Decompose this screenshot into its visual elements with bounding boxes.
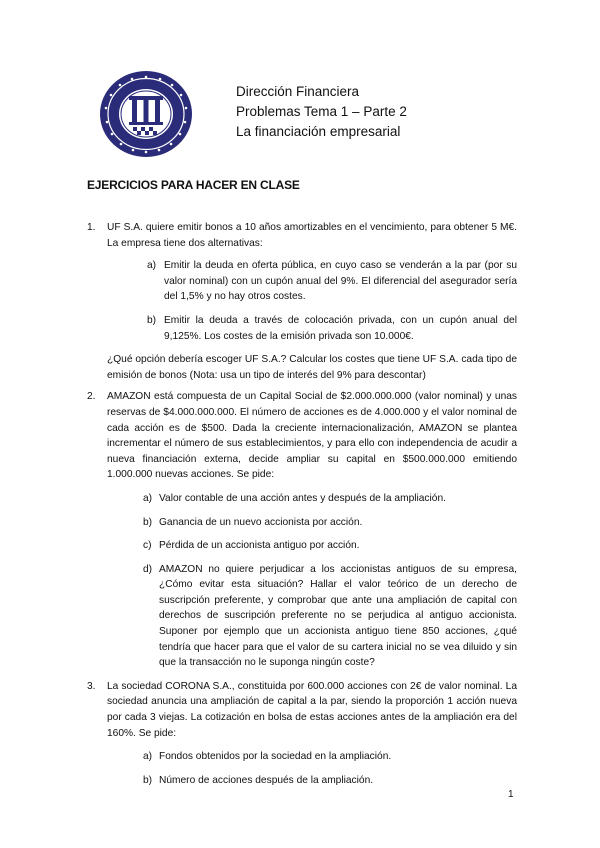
sub-item: [143, 515, 517, 531]
sub-text: Ganancia de un nuevo accionista por acción.: [159, 516, 363, 528]
sub-list: [143, 491, 517, 671]
exercise-number: 1.: [87, 222, 96, 233]
exercise-item: [87, 679, 517, 789]
sub-item: [147, 258, 517, 305]
document-header: [236, 82, 407, 142]
sub-text: Valor contable de una acción antes y después de la ampliación.: [159, 492, 446, 504]
sub-text: Pérdida de un accionista antiguo por acción.: [159, 540, 360, 552]
topic-title: La financiación empresarial: [236, 124, 401, 139]
exercise-item: [87, 389, 517, 671]
sub-item: [143, 491, 517, 507]
problems-title: Problemas Tema 1 – Parte 2: [236, 104, 407, 119]
sub-text: AMAZON no quiere perjudicar a los accionistas antiguos de su empresa, ¿Cómo evitar esta situación? Hallar el valor teórico de un derecho de suscripción preferente, y comprobar que ante una ampliación de capital con derechos de suscripción preferente no se perjudica al antiguo accionista. Suponer por ejemplo que un accionista antiguo tiene 850 acciones, ¿qué tendría que hacer para que el valor de su cartera inicial no se vea diluido y sin que la transacción no le suponga ningún coste?: [159, 563, 517, 669]
exercise-question: ¿Qué opción debería escoger UF S.A.? Calcular los costes que tiene UF S.A. cada tipo de emisión de bonos (Nota: usa un tipo de interés del 9% para descontar): [107, 354, 517, 381]
exercise-text: La sociedad CORONA S.A., constituida por 600.000 acciones con 2€ de valor nominal. La sociedad anuncia una ampliación de capital a la par, siendo la proporción 1 acción nueva por cada 3 viejas. La cotización en bolsa de estas acciones antes de la ampliación era del 160%. Se pide:: [107, 680, 517, 739]
sub-letter: c): [143, 540, 152, 552]
sub-list: [143, 749, 517, 788]
sub-letter: a): [143, 492, 153, 504]
exercise-list: [87, 220, 517, 796]
exercise-text: AMAZON está compuesta de un Capital Social de $2.000.000.000 (valor nominal) y unas reservas de $4.000.000.000. El número de acciones es de 4.000.000 y el valor nominal de cada acción es de $500. Dada la creciente internacionalización, AMAZON se plantea incrementar el número de sus establecimientos, y para ello con independencia de acudir a nueva financiación externa, decide ampliar su capital en $500.000.000 emitiendo 1.000.000 nuevas acciones. Se pide:: [107, 391, 517, 481]
exercise-number: 2.: [87, 391, 96, 403]
section-title: EJERCICIOS PARA HACER EN CLASE: [87, 178, 300, 192]
sub-item: [143, 749, 517, 765]
sub-item: [143, 562, 517, 671]
sub-letter: a): [143, 751, 153, 763]
exercise-number: 3.: [87, 680, 96, 692]
sub-letter: b): [143, 516, 153, 528]
sub-list: [147, 258, 517, 344]
sub-letter: b): [143, 774, 153, 786]
sub-item: [147, 313, 517, 344]
sub-letter: a): [147, 260, 157, 272]
page-number: 1: [508, 789, 514, 800]
sub-letter: d): [143, 563, 153, 575]
sub-text: Emitir la deuda en oferta pública, en cuyo caso se venderán a la par (por su valor nominal) con un cupón anual del 9%. El diferencial del asegurador sería del 1,5% y no hay otros costes.: [164, 260, 517, 303]
course-title: Dirección Financiera: [236, 84, 360, 99]
sub-text: Fondos obtenidos por la sociedad en la ampliación.: [159, 751, 392, 763]
university-seal-icon: [96, 68, 196, 160]
sub-text: Número de acciones después de la ampliación.: [159, 774, 374, 786]
sub-item: [143, 773, 517, 789]
sub-text: Emitir la deuda a través de colocación privada, con un cupón anual del 9,125%. Los costes de la emisión privada son 10.000€.: [164, 314, 517, 342]
sub-item: [143, 538, 517, 554]
sub-letter: b): [147, 314, 157, 326]
exercise-item: [87, 220, 517, 383]
exercise-text: UF S.A. quiere emitir bonos a 10 años amortizables en el vencimiento, para obtener 5 M€. La empresa tiene dos alternativas:: [107, 222, 517, 249]
